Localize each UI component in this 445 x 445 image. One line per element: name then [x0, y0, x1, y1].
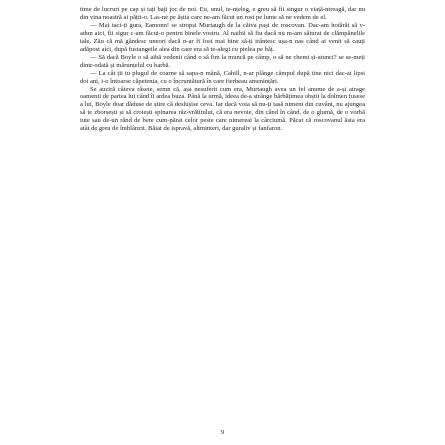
paragraph-2: — Mai taci-ți gura, Eamonn! se stropși Murtaugh de la căiva pași de roscovan. Dac-am hotărât să v-adun aici, fii sigur c-am făcut-o pentru binele vostru. Al naibii să fiu dacă nu m-am săturat de clămpănelile tale. Zău că mă gândesc uneori dacă n-ar fi fost mai bine să-ți trântesc ușa-n nas când ai venit să cauți adăpost aici, după fustangeile alea din care era să te-alegi cu pielea pe băț.: [80, 21, 365, 53]
paragraph-3: — Să dacă Boyle o să aibă vedenii când o să fim la muncă pe câmp, o să ne chemi și-atunci? se se-meți dintr-odată și mărunțelul cu barbă.: [80, 53, 365, 69]
paragraph-5: Se auziră câteva râsete, semn că, așa nesuferit cum era, Murtaugh avea un fel anume de a-și atrage oamenii de partea lui când îi ardea buza. Până la urmă, ideea de-a strânge bărbățimea obștii la dolmen fusese a lui, Boyle doar dăduse de știre că deslușise ceva. Iar dacă voia să nu-ți iasă nimeni din cuvânt, nu ajungea să te zborșești și să croiești spinarea răz-vrătitului, că era nevoie, din când în când, de o glumă, de o vorbă iute sau de-un rând de bere cum-părat celor peste care nimereai la cârciumă. Păcat că roscovanul ăsta era atât de greu de îmblânzit. Băiat de ispravă, altminteri, dar guraliv și fanfaron.: [80, 85, 365, 133]
body-text: [80, 6, 365, 133]
paragraph-4: — La cât ții tu plugul de coarne să sapa-n mână, Cahill, n-ar plânge câmpul după tine nici dac-ai lipsi doi ani, i-o întoarse căpetenia, cu o încruntătură în care fierbeau amenințări.: [80, 69, 365, 85]
paragraph-1: time de lucruri pe cap și tați bați joc de noi. Eu, unul, te-nțeleg, e greu să fii singur o viață-ntreagă, dar nu din vina noastră ai pățit-o. Las-ne pe ăștia care ne-am făcut un rost pe lume să ne vedem de el.: [80, 6, 365, 21]
page-number: 9: [220, 429, 225, 436]
